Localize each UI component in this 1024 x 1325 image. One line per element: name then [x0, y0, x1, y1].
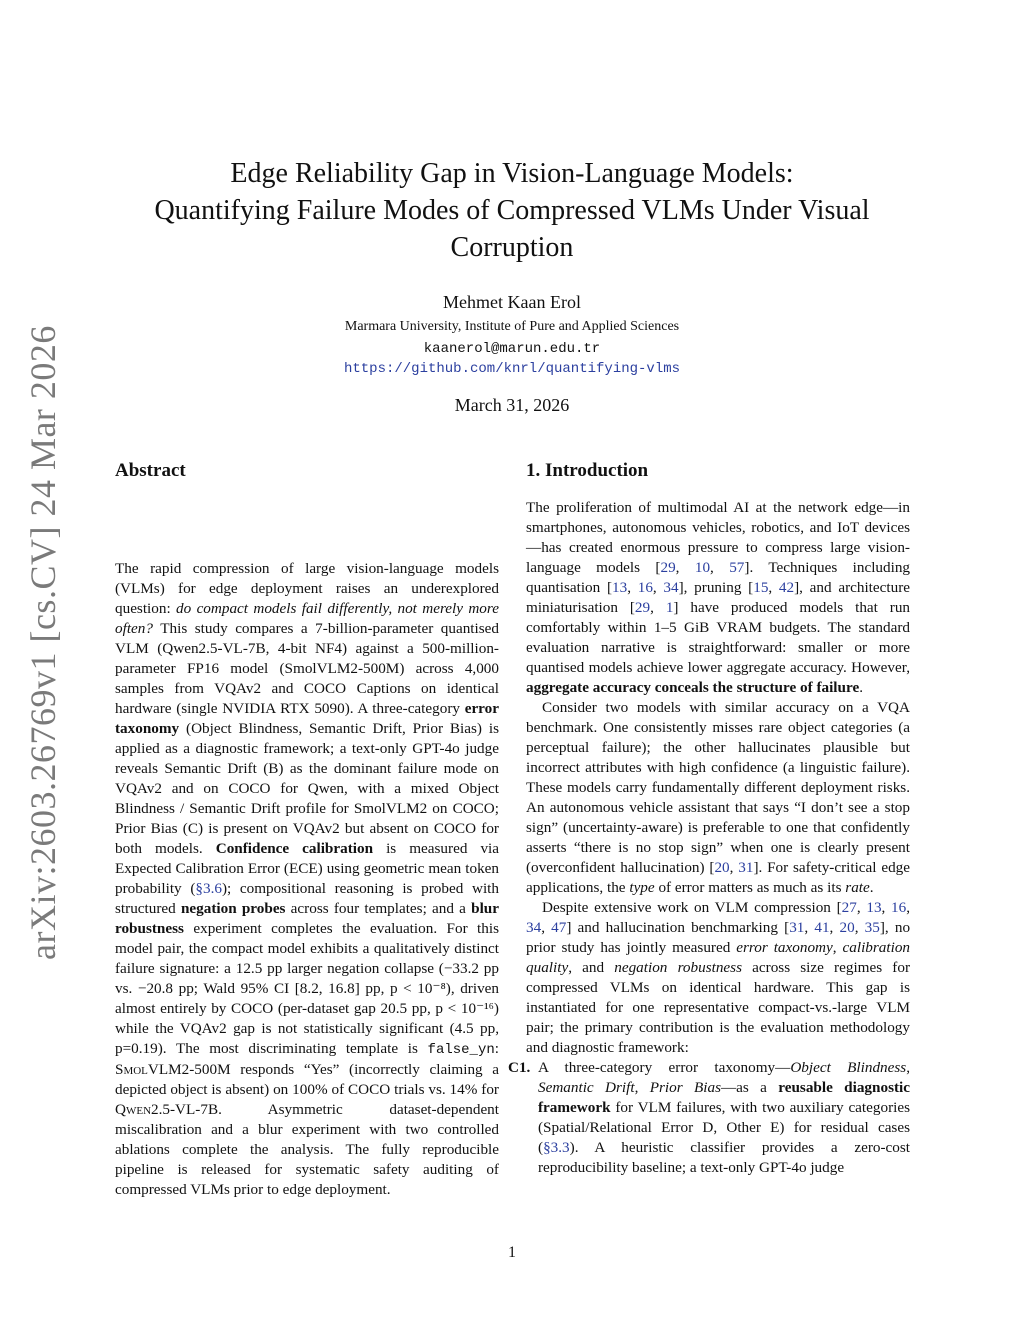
author-affiliation: Marmara University, Institute of Pure and Applied Sciences — [344, 319, 680, 334]
citation-link[interactable]: 20 — [714, 859, 730, 876]
citation-link[interactable]: 27 — [841, 899, 857, 916]
author-email: kaanerol@marun.edu.tr — [423, 341, 601, 357]
abstract-column — [115, 460, 499, 1200]
citation-link[interactable]: 13 — [866, 899, 882, 916]
citation-link[interactable]: 10 — [694, 559, 711, 576]
citation-link[interactable]: 29 — [660, 559, 676, 576]
contribution-label: C1. — [508, 1059, 531, 1076]
citation-link[interactable]: 29 — [634, 599, 651, 616]
citation-link[interactable]: 31 — [738, 859, 754, 876]
citation-link[interactable]: 16 — [637, 579, 653, 596]
arxiv-identifier: arXiv:2603.26769v1 [cs.CV] 24 Mar 2026 — [23, 325, 63, 960]
introduction-text — [508, 498, 911, 1178]
intro-paragraph: The proliferation of multimodal AI at the network edge—in smartphones, autonomous vehicles, robotics, and IoT devices—has created enormous pressure to compress large vision-language models [29, 10, 57]. Techniques including quantisation [13, 16, 34], pruning [15, 42], and architecture miniaturisation [29, 1] have produced models that run comfortably within 1–5 GiB VRAM budgets. The standard evaluation narrative is straightforward: smaller or more quantised models achieve lower aggregate accuracy. However, aggregate accuracy conceals the structure of failure. — [526, 499, 911, 696]
introduction-heading: 1. Introduction — [526, 460, 649, 481]
citation-link[interactable]: 16 — [891, 899, 907, 916]
citation-link[interactable]: 57 — [729, 559, 745, 576]
citation-link[interactable]: 15 — [753, 579, 769, 596]
intro-paragraph: Consider two models with similar accuracy on a VQA benchmark. One consistently misses rare object categories (a perceptual failure); the other hallucinates plausible but incorrect attributes with high confidence (a linguistic failure). These models carry fundamentally different deployment risks. An autonomous vehicle assistant that says “I don’t see a stop sign” (uncertainty-aware) is preferable to one that confidently asserts “there is no stop sign” when one is clearly present (overconfident hallucination) [20, 31]. For safety-critical edge applications, the type of error matters as much as its rate. — [526, 699, 910, 896]
citation-link[interactable]: 31 — [789, 919, 805, 936]
author-name: Mehmet Kaan Erol — [443, 292, 581, 312]
paper-date: March 31, 2026 — [454, 395, 570, 415]
section-ref-link[interactable]: §3.6 — [195, 880, 222, 897]
citation-link[interactable]: 35 — [864, 919, 880, 936]
abstract-paragraph: The rapid compression of large vision-language models (VLMs) for edge deployment raises an underexplored question: do compact models fail differently, not merely more often? This study compares a 7-billion-parameter quantised VLM (Qwen2.5-VL-7B, 4-bit NF4) against a 500-million-parameter FP16 model (SmolVLM2-500M) across 4,000 samples from VQAv2 and COCO Captions on identical hardware (single NVIDIA RTX 5090). A three-category error taxonomy (Object Blindness, Semantic Drift, Prior Bias) is applied as a diagnostic framework; a text-only GPT-4o judge reveals Semantic Drift (B) as the dominant failure mode on VQAv2 and on COCO for Qwen, with a mixed Object Blindness / Semantic Drift profile for SmolVLM2 on COCO; Prior Bias (C) is present on VQAv2 but absent on COCO for both models. Confidence calibration is measured via Expected Calibration Error (ECE) using geometric mean token probability (§3.6); compositional reasoning is probed with structured negation probes across four templates; and a blur robustness experiment completes the evaluation. For this model pair, the compact model exhibits a qualitatively distinct failure signature: a 12.5 pp larger negation collapse (−33.2 pp vs. −20.8 pp; Wald 95% CI [8.2, 16.8] pp, p < 10⁻⁸), driven almost entirely by COCO (per-dataset gap 20.5 pp, p < 10⁻¹⁶) while the VQAv2 gap is not statistically significant (4.5 pp, p=0.19). The most discriminating template is false_yn: SmolVLM2-500M responds “Yes” (incorrectly claiming a depicted object is absent) on 100% of COCO trials vs. 14% for Qwen2.5-VL-7B. Asymmetric dataset-dependent miscalibration and a blur experiment with two controlled ablations complete the analysis. The fully reproducible pipeline is released for systematic safety auditing of compressed VLMs prior to edge deployment. — [115, 560, 500, 1198]
repository-link[interactable]: https://github.com/knrl/quantifying-vlms — [343, 361, 681, 377]
citation-link[interactable]: 1 — [665, 599, 674, 616]
citation-link[interactable]: 41 — [814, 919, 830, 936]
title-line: Edge Reliability Gap in Vision-Language Models: — [230, 158, 794, 189]
abstract-text — [115, 559, 499, 1200]
introduction-column — [508, 460, 911, 1178]
citation-link[interactable]: 34 — [526, 919, 542, 936]
page-number: 1 — [508, 1244, 516, 1261]
title-line: Corruption — [450, 232, 574, 263]
abstract-heading: Abstract — [115, 460, 186, 481]
citation-link[interactable]: 13 — [612, 579, 628, 596]
citation-link[interactable]: 34 — [663, 579, 679, 596]
citation-link[interactable]: 47 — [551, 919, 567, 936]
title-line: Quantifying Failure Modes of Compressed VLMs Under Visual — [154, 195, 870, 226]
citation-link[interactable]: 42 — [778, 579, 795, 596]
citation-link[interactable]: 20 — [839, 919, 855, 936]
intro-paragraph: Despite extensive work on VLM compression [27, 13, 16, 34, 47] and hallucination benchmarking [31, 41, 20, 35], no prior study has jointly measured error taxonomy, calibration quality, and negation robustness across size regimes for compressed VLMs on identical hardware. This gap is instantiated for one representative compact-vs.-large VLM pair; the primary contribution is the evaluation methodology and diagnostic framework: — [526, 899, 911, 1056]
paper-title — [100, 155, 924, 266]
section-ref-link[interactable]: §3.3 — [543, 1139, 570, 1156]
contribution-item: C1. A three-category error taxonomy—Object Blindness, Semantic Drift, Prior Bias—as a reusable diagnostic framework for VLM failures, with two auxiliary categories (Spatial/Relational Error D, Other E) for residual cases (§3.3). A heuristic classifier provides a zero-cost reproducibility baseline; a text-only GPT-4o judge — [508, 1059, 910, 1176]
paper-header — [100, 155, 924, 416]
